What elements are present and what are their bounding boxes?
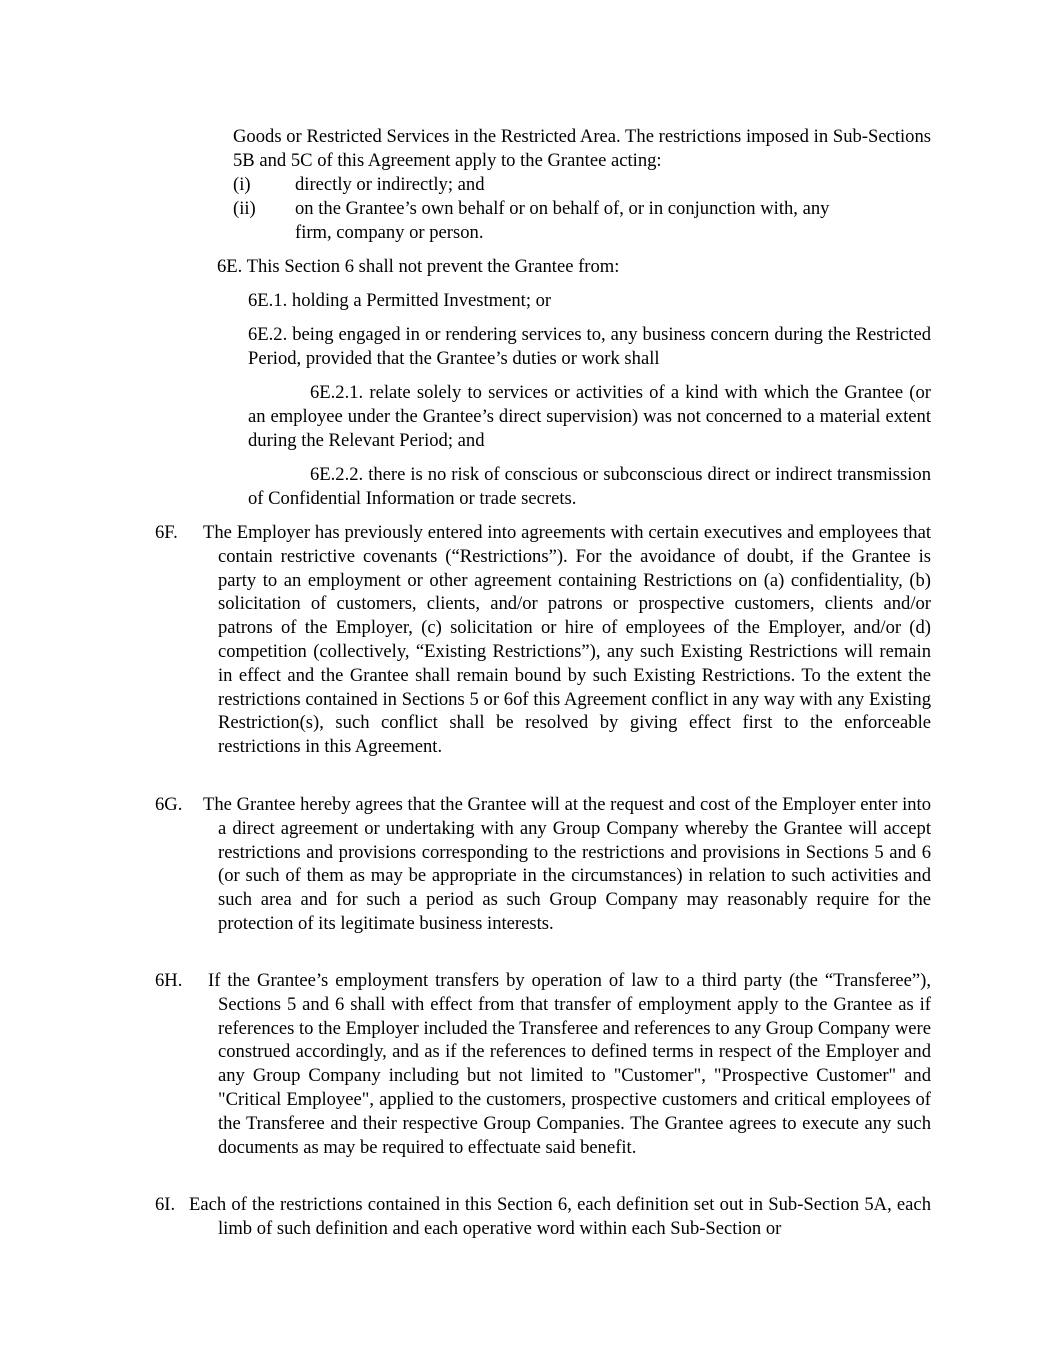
list-marker-i: (i) — [233, 174, 251, 195]
section-6e22-number: 6E.2.2. — [310, 464, 364, 485]
section-6i-label: 6I. — [155, 1194, 176, 1215]
section-6e2: 6E.2. being engaged in or rendering services to, any business concern during the Restricted Period, provided that the Grantee’s duties or work shall — [248, 324, 931, 369]
section-6e22 — [248, 463, 931, 511]
list-item-i: directly or indirectly; and — [295, 174, 485, 195]
section-6h-text: If the Grantee’s employment transfers by operation of law to a third party (the “Transferee”), Sections 5 and 6 shall with effect from that transfer of employment apply to the Grantee as if references to the Employer included the Transferee and references to any Group Company were construed accordingly, and as if the references to defined terms in respect of the Employer and any Group Company including but not limited to "Customer", "Prospective Customer" and "Critical Employee", applied to the customers, prospective customers and critical employees of the Transferee and their respective Group Companies. The Grantee agrees to execute any such documents as may be required to effectuate said benefit. — [208, 970, 931, 1158]
list-marker-ii: (ii) — [233, 198, 256, 219]
section-6e-heading: 6E. This Section 6 shall not prevent the Grantee from: — [217, 256, 620, 277]
section-6e21-number: 6E.2.1. — [310, 382, 364, 403]
section-6g-text: The Grantee hereby agrees that the Grantee will at the request and cost of the Employer enter into a direct agreement or undertaking with any Group Company whereby the Grantee will accept restrictions and provisions corresponding to the restrictions and provisions in Sections 5 and 6 (or such of them as may be appropriate in the circumstances) in relation to such activities and such area and for such a period as such Group Company may reasonably require for the protection of its legitimate business interests. — [203, 794, 931, 934]
section-6h-label: 6H. — [155, 970, 183, 991]
list-item-ii-line1: on the Grantee’s own behalf or on behalf of, or in conjunction with, any — [295, 198, 830, 219]
section-6i-text: Each of the restrictions contained in this Section 6, each definition set out in Sub-Section 5A, each limb of such definition and each operative word within each Sub-Section or — [189, 1194, 931, 1239]
section-6e21-text: relate solely to services or activities of a kind with which the Grantee (or an employee under the Grantee’s direct supervision) was not concerned to a material extent during the Relevant Period; and — [248, 382, 931, 451]
section-6f-label: 6F. — [155, 522, 178, 543]
section-6f-text: The Employer has previously entered into agreements with certain executives and employees that contain restrictive covenants (“Restrictions”). For the avoidance of doubt, if the Grantee is party to an employment or other agreement containing Restrictions on (a) confidentiality, (b) solicitation of customers, clients, and/or patrons or prospective customers, clients and/or patrons of the Employer, (c) solicitation or hire of employees of the Employer, and/or (d) competition (collectively, “Existing Restrictions”), any such Existing Restrictions will remain in effect and the Grantee shall remain bound by such Existing Restrictions. To the extent the restrictions contained in Sections 5 or 6of this Agreement conflict in any way with any Existing Restriction(s), such conflict shall be resolved by giving effect first to the enforceable restrictions in this Agreement. — [203, 522, 931, 758]
intro-paragraph: Goods or Restricted Services in the Restricted Area. The restrictions imposed in Sub-Sections 5B and 5C of this Agreement apply to the Grantee acting: — [233, 126, 931, 171]
section-6e22-text: there is no risk of conscious or subconscious direct or indirect transmission of Confidential Information or trade secrets. — [248, 464, 931, 509]
section-6e21 — [248, 381, 931, 452]
section-6g-label: 6G. — [155, 794, 183, 815]
list-item-ii-line2: firm, company or person. — [295, 222, 484, 243]
section-6e1: 6E.1. holding a Permitted Investment; or — [248, 290, 552, 311]
